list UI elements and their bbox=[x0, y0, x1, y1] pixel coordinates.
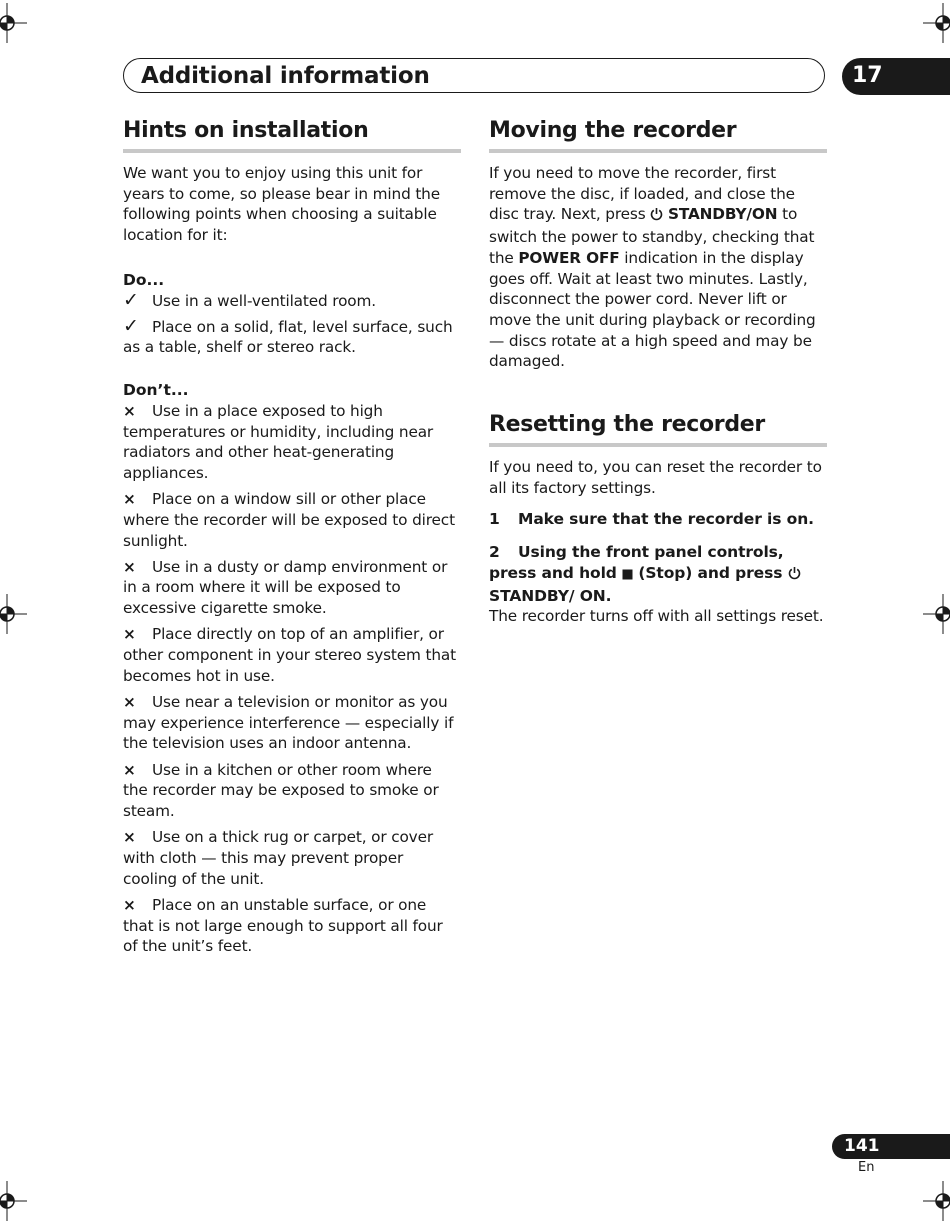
power-icon bbox=[650, 206, 663, 227]
moving-heading: Moving the recorder bbox=[489, 116, 827, 153]
chapter-title: Additional information bbox=[141, 63, 430, 89]
crop-mark-bottom-right bbox=[923, 1181, 950, 1221]
installation-heading: Hints on installation bbox=[123, 116, 461, 153]
crop-mark-top-right bbox=[923, 3, 950, 43]
page-number-tab bbox=[832, 1134, 950, 1159]
chapter-header bbox=[123, 58, 825, 93]
cross-icon: × bbox=[123, 490, 136, 509]
power-icon bbox=[788, 565, 801, 586]
list-item: × Use in a place exposed to high temperatures or humidity, including near radiators and other heat-generating appliances. bbox=[123, 401, 434, 482]
language-code: En bbox=[858, 1160, 875, 1175]
left-column bbox=[123, 116, 461, 962]
list-item: × Place on an unstable surface, or one that is not large enough to support all four of the unit’s feet. bbox=[123, 895, 443, 956]
list-item: ✓ Place on a solid, flat, level surface, such as a table, shelf or stereo rack. bbox=[123, 314, 453, 357]
power-off-label: POWER OFF bbox=[518, 248, 620, 267]
crop-mark-top-left bbox=[0, 3, 27, 43]
cross-icon: × bbox=[123, 557, 136, 576]
right-column bbox=[489, 116, 827, 627]
installation-intro: We want you to enjoy using this unit for years to come, so please bear in mind the following points when choosing a suitable location for it: bbox=[123, 164, 440, 245]
crop-mark-bottom-left bbox=[0, 1181, 27, 1221]
list-item: ✓ Use in a well-ventilated room. bbox=[123, 288, 376, 311]
list-item: × Place directly on top of an amplifier, or other component in your stereo system that becomes hot in use. bbox=[123, 625, 456, 685]
list-item: × Use in a dusty or damp environment or in a room where it will be exposed to excessive cigarette smoke. bbox=[123, 557, 448, 618]
list-item: × Use in a kitchen or other room where the recorder may be exposed to smoke or steam. bbox=[123, 760, 439, 820]
chapter-tab bbox=[842, 58, 950, 95]
dont-list bbox=[123, 401, 461, 957]
step-2: 2 Using the front panel controls, press and hold (Stop) and press STANDBY/ ON. bbox=[489, 542, 827, 606]
list-item: × Use on a thick rug or carpet, or cover with cloth — this may prevent proper cooling of the unit. bbox=[123, 828, 433, 888]
dont-heading: Don’t... bbox=[123, 381, 189, 400]
cross-icon: × bbox=[123, 828, 136, 847]
standby-on-label: STANDBY/ON bbox=[667, 205, 778, 224]
cross-icon: × bbox=[123, 895, 136, 914]
crop-mark-mid-right bbox=[923, 594, 950, 634]
cross-icon: × bbox=[123, 625, 136, 644]
list-item: × Use near a television or monitor as you may experience interference — especially if the television uses an indoor antenna. bbox=[123, 692, 454, 753]
resetting-heading: Resetting the recorder bbox=[489, 410, 827, 447]
resetting-intro: If you need to, you can reset the recorder to all its factory settings. bbox=[489, 458, 822, 497]
cross-icon: × bbox=[123, 401, 136, 420]
checkmark-icon: ✓ bbox=[123, 314, 139, 337]
list-item: × Place on a window sill or other place where the recorder will be exposed to direct sunlight. bbox=[123, 490, 455, 550]
checkmark-icon: ✓ bbox=[123, 288, 139, 311]
page-number: 141 bbox=[844, 1136, 880, 1156]
reset-result: The recorder turns off with all settings reset. bbox=[489, 607, 824, 626]
cross-icon: × bbox=[123, 692, 136, 711]
step-1: 1 Make sure that the recorder is on. bbox=[489, 510, 814, 529]
chapter-number: 17 bbox=[852, 63, 883, 88]
cross-icon: × bbox=[123, 760, 136, 779]
stop-icon bbox=[622, 565, 633, 586]
do-heading: Do... bbox=[123, 270, 165, 289]
moving-text: If you need to move the recorder, first remove the disc, if loaded, and close the disc tray. Next, press STANDBY/ON to switch the power to standby, checking that the POWER OFF indication in the display goes off. Wait at least two minutes. Lastly, disconnect the power cord. Never lift or move the unit during playback or recording — discs rotate at a high speed and may be damaged. bbox=[489, 164, 816, 371]
crop-mark-mid-left bbox=[0, 594, 27, 634]
do-list bbox=[123, 288, 461, 359]
